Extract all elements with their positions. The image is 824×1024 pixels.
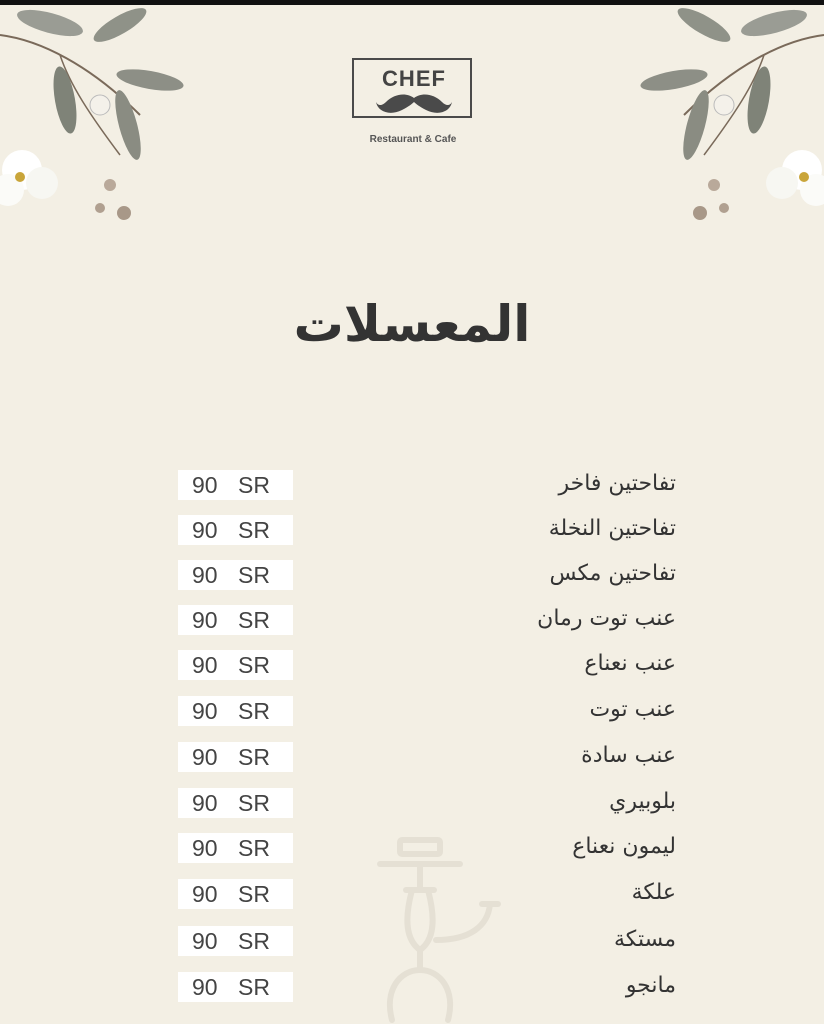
menu-row (0, 875, 824, 911)
item-name: مستكة (614, 927, 676, 952)
price-value: 90 (192, 517, 218, 543)
logo-tagline: Restaurant & Cafe (369, 134, 457, 145)
price-box (178, 470, 293, 500)
item-name: عنب نعناع (584, 651, 676, 676)
item-name: مانجو (625, 973, 676, 998)
item-name: بلوبيري (609, 789, 676, 814)
menu-title: المعسلات (293, 295, 531, 353)
price-box (178, 972, 293, 1002)
currency-label: SR (238, 698, 270, 724)
item-name: عنب سادة (581, 743, 676, 768)
currency-label: SR (238, 652, 270, 678)
mustache-icon (376, 92, 452, 116)
menu-row (0, 692, 824, 728)
menu-row (0, 511, 824, 547)
price-box (178, 926, 293, 956)
price-value: 90 (192, 652, 218, 678)
price-box (178, 515, 293, 545)
price-value: 90 (192, 881, 218, 907)
price-value: 90 (192, 835, 218, 861)
price-box (178, 696, 293, 726)
floral-branch-icon (0, 5, 190, 225)
price-box (178, 879, 293, 909)
item-name: ليمون نعناع (572, 834, 676, 859)
price-box (178, 605, 293, 635)
price-value: 90 (192, 698, 218, 724)
menu-row (0, 646, 824, 682)
menu-row (0, 738, 824, 774)
currency-label: SR (238, 928, 270, 954)
item-name: عنب توت (589, 697, 676, 722)
currency-label: SR (238, 562, 270, 588)
price-value: 90 (192, 562, 218, 588)
currency-label: SR (238, 974, 270, 1000)
currency-label: SR (238, 881, 270, 907)
menu-row (0, 922, 824, 958)
currency-label: SR (238, 517, 270, 543)
currency-label: SR (238, 607, 270, 633)
currency-label: SR (238, 472, 270, 498)
price-box (178, 833, 293, 863)
price-value: 90 (192, 744, 218, 770)
item-name: عنب توت رمان (537, 606, 676, 631)
price-box (178, 650, 293, 680)
price-value: 90 (192, 928, 218, 954)
item-name: تفاحتين مكس (549, 561, 676, 586)
price-value: 90 (192, 607, 218, 633)
item-name: تفاحتين النخلة (548, 516, 676, 541)
currency-label: SR (238, 835, 270, 861)
price-box (178, 742, 293, 772)
menu-row (0, 968, 824, 1004)
menu-row (0, 556, 824, 592)
currency-label: SR (238, 744, 270, 770)
logo-frame (352, 58, 472, 118)
price-value: 90 (192, 472, 218, 498)
price-box (178, 788, 293, 818)
item-name: تفاحتين فاخر (558, 471, 676, 496)
logo-brand-text: CHEF (382, 66, 446, 91)
menu-row (0, 784, 824, 820)
price-value: 90 (192, 974, 218, 1000)
item-name: علكة (631, 880, 676, 905)
currency-label: SR (238, 790, 270, 816)
price-box (178, 560, 293, 590)
menu-row (0, 601, 824, 637)
menu-row (0, 829, 824, 865)
price-value: 90 (192, 790, 218, 816)
menu-row (0, 466, 824, 502)
floral-branch-icon (634, 5, 824, 225)
restaurant-logo (338, 52, 488, 152)
